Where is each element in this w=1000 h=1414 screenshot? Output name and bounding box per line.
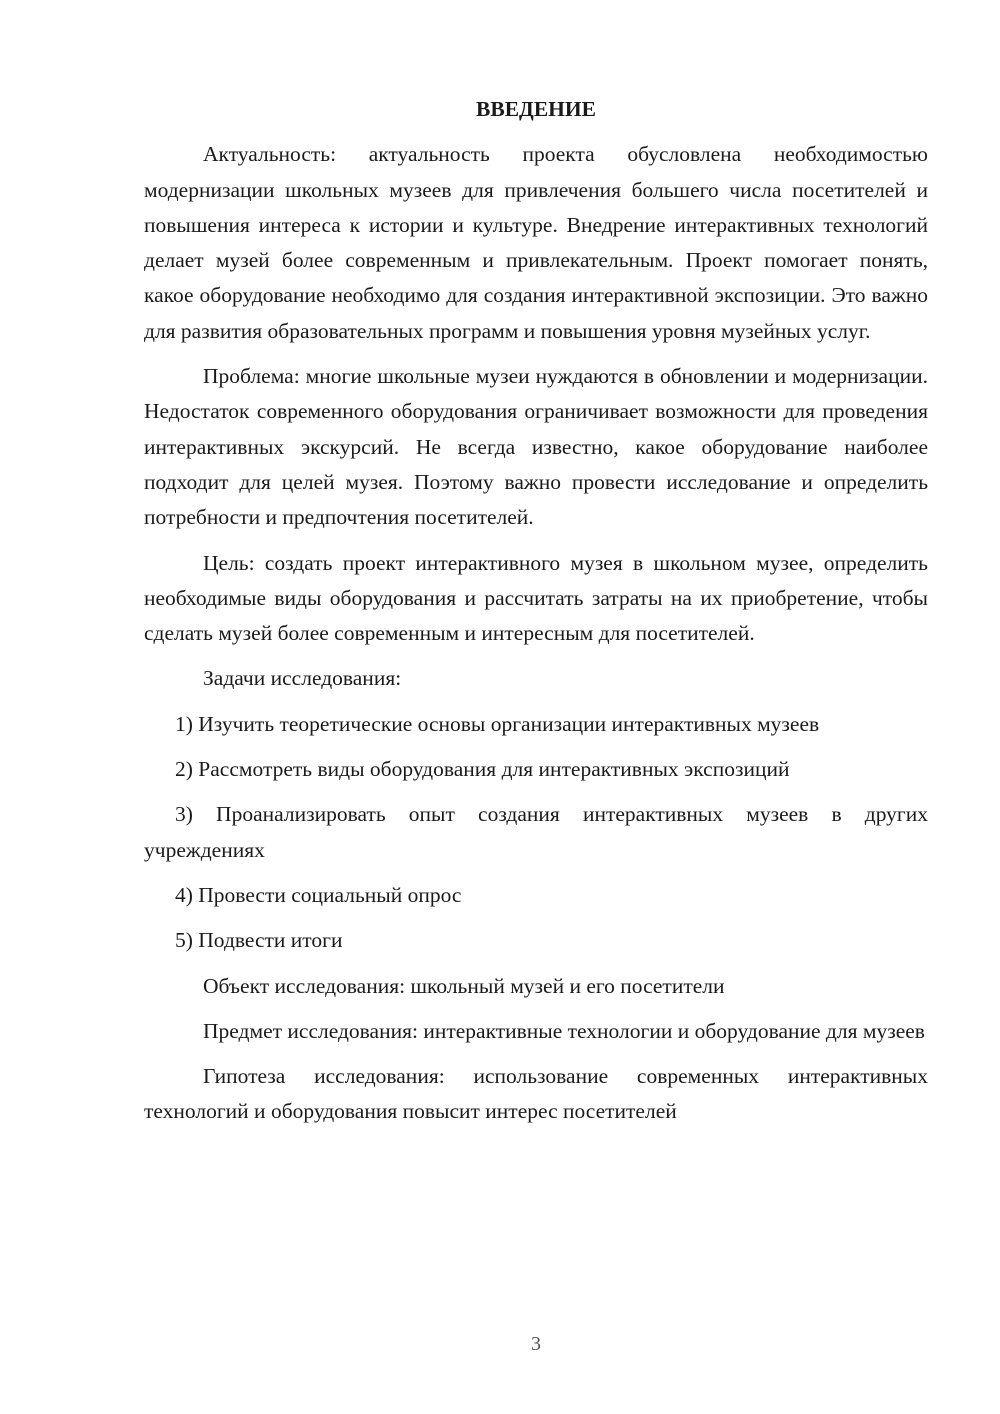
- object-paragraph: Объект исследования: школьный музей и его посетители: [203, 973, 725, 998]
- relevance-paragraph: Актуальность: актуальность проекта обусловлена необходимостью модернизации школьных музеев для привлечения большего числа посетителей и повышения интереса к истории и культуре. Внедрение интерактивных технологий делает музей более современным и привлекательным. Проект помогает понять, какое оборудование необходимо для создания интерактивной экспозиции. Это важно для развития образовательных программ и повышения уровня музейных услуг.: [144, 142, 928, 343]
- tasks-heading: Задачи исследования:: [203, 666, 402, 691]
- task-item: 1) Изучить теоретические основы организации интерактивных музеев: [175, 711, 820, 736]
- task-item: 3) Проанализировать опыт создания интерактивных музеев в других учреждениях: [144, 802, 928, 862]
- task-item: 2) Рассмотреть виды оборудования для интерактивных экспозиций: [175, 757, 790, 782]
- section-title: ВВЕДЕНИЕ: [476, 97, 596, 121]
- page-number: 3: [531, 1333, 541, 1355]
- task-item: 5) Подвести итоги: [175, 928, 343, 953]
- hypothesis-paragraph: Гипотеза исследования: использование современных интерактивных технологий и оборудования повысит интерес посетителей: [144, 1064, 928, 1124]
- subject-paragraph: Предмет исследования: интерактивные технологии и оборудование для музеев: [203, 1018, 925, 1043]
- problem-paragraph: Проблема: многие школьные музеи нуждаются в обновлении и модернизации. Недостаток современного оборудования ограничивает возможности для проведения интерактивных экскурсий. Не всегда известно, какое оборудование наиболее подходит для целей музея. Поэтому важно провести исследование и определить потребности и предпочтения посетителей.: [144, 364, 928, 530]
- goal-paragraph: Цель: создать проект интерактивного музея в школьном музее, определить необходимые виды оборудования и рассчитать затраты на их приобретение, чтобы сделать музей более современным и интересным для посетителей.: [144, 550, 928, 646]
- page-content: [144, 92, 928, 1140]
- task-item: 4) Провести социальный опрос: [175, 882, 462, 907]
